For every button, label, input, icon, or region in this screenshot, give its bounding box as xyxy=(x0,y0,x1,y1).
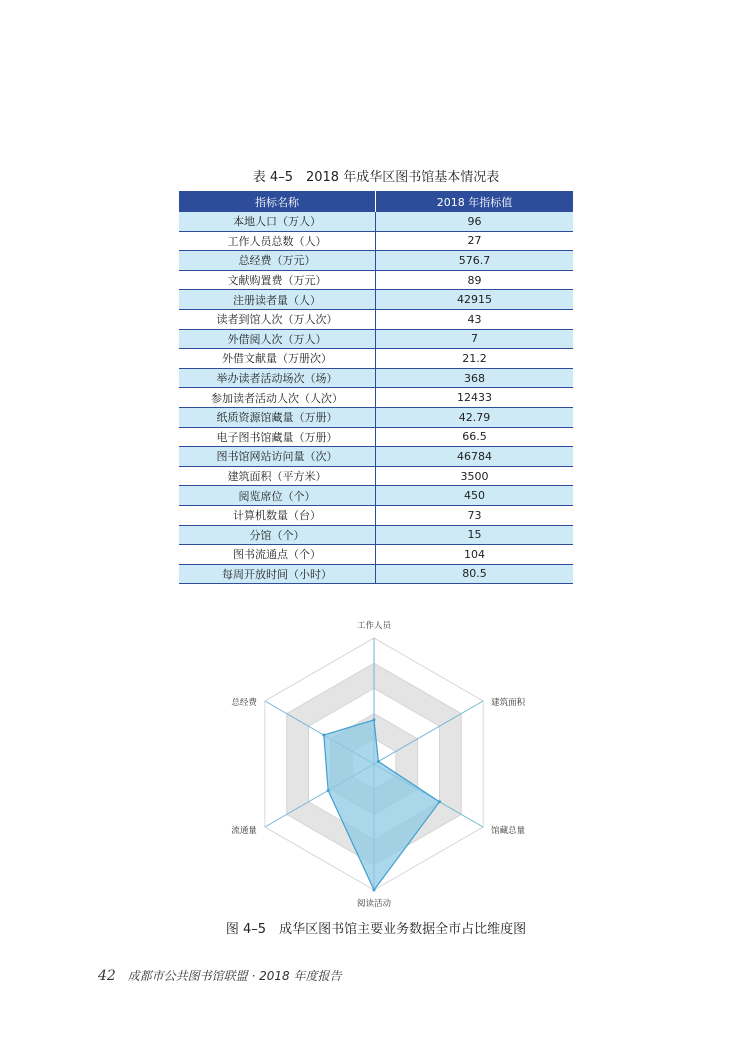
table-row xyxy=(179,349,573,369)
table-title: 表 4–5 2018 年成华区图书馆基本情况表 xyxy=(252,170,500,185)
indicator-value-cell: 66.5 xyxy=(376,427,574,447)
table-row xyxy=(179,564,573,584)
indicator-value-cell: 15 xyxy=(376,525,574,545)
indicator-name-cell: 纸质资源馆藏量（万册） xyxy=(179,407,376,427)
radar-data-point xyxy=(373,718,376,721)
table-row xyxy=(179,447,573,467)
radar-axis-label: 阅读活动 xyxy=(356,899,392,908)
indicator-name-cell: 总经费（万元） xyxy=(179,251,376,271)
table-row xyxy=(179,270,573,290)
indicator-value-cell: 576.7 xyxy=(376,251,574,271)
radar-axis-label: 流通量 xyxy=(231,826,257,836)
indicator-value-cell: 89 xyxy=(376,270,574,290)
indicator-name-cell: 工作人员总数（人） xyxy=(179,231,376,251)
table-row xyxy=(179,407,573,427)
table-row xyxy=(179,251,573,271)
table-row xyxy=(179,231,573,251)
indicator-name-cell: 电子图书馆藏量（万册） xyxy=(179,427,376,447)
indicator-value-cell: 96 xyxy=(376,212,574,231)
radar-axis-label: 馆藏总量 xyxy=(491,826,526,836)
indicator-value-cell: 450 xyxy=(376,486,574,506)
page-number: 42 xyxy=(98,968,116,984)
indicator-value-cell: 46784 xyxy=(376,447,574,467)
indicator-value-cell: 104 xyxy=(376,545,574,565)
radar-chart xyxy=(200,618,552,908)
indicator-value-cell: 368 xyxy=(376,368,574,388)
table-row xyxy=(179,486,573,506)
indicator-value-cell: 43 xyxy=(376,309,574,329)
radar-data-point xyxy=(327,789,330,792)
indicator-name-cell: 计算机数量（台） xyxy=(179,505,376,525)
table-row xyxy=(179,388,573,408)
table-row xyxy=(179,368,573,388)
indicator-value-cell: 7 xyxy=(376,329,574,349)
indicator-name-cell: 参加读者活动人次（人次） xyxy=(179,388,376,408)
indicator-name-cell: 外借阅人次（万人） xyxy=(179,329,376,349)
header-indicator-name: 指标名称 xyxy=(179,191,376,212)
figure-caption: 图 4–5 成华区图书馆主要业务数据全市占比维度图 xyxy=(225,922,527,937)
indicator-value-cell: 42915 xyxy=(376,290,574,310)
table-header-row xyxy=(179,191,573,212)
table-row xyxy=(179,545,573,565)
indicator-value-cell: 73 xyxy=(376,505,574,525)
indicator-name-cell: 图书馆网站访问量（次） xyxy=(179,447,376,467)
indicator-value-cell: 80.5 xyxy=(376,564,574,584)
indicator-name-cell: 举办读者活动场次（场） xyxy=(179,368,376,388)
indicator-name-cell: 图书流通点（个） xyxy=(179,545,376,565)
page-footer xyxy=(98,967,341,984)
radar-data-point xyxy=(373,889,376,892)
indicator-name-cell: 阅览席位（个） xyxy=(179,486,376,506)
radar-axis-label: 工作人员 xyxy=(356,621,392,631)
table-row xyxy=(179,290,573,310)
indicator-value-cell: 42.79 xyxy=(376,407,574,427)
indicator-name-cell: 读者到馆人次（万人次） xyxy=(179,309,376,329)
table-row xyxy=(179,466,573,486)
header-indicator-value: 2018 年指标值 xyxy=(376,191,574,212)
table-row xyxy=(179,212,573,231)
table-row xyxy=(179,427,573,447)
indicator-name-cell: 文献购置费（万元） xyxy=(179,270,376,290)
table-row xyxy=(179,505,573,525)
indicator-value-cell: 27 xyxy=(376,231,574,251)
stats-table xyxy=(179,191,573,584)
indicator-name-cell: 外借文献量（万册次） xyxy=(179,349,376,369)
radar-axis-label: 总经费 xyxy=(231,698,257,708)
indicator-name-cell: 注册读者量（人） xyxy=(179,290,376,310)
radar-data-point xyxy=(322,734,325,737)
radar-axis-label: 建筑面积 xyxy=(491,698,526,708)
indicator-value-cell: 21.2 xyxy=(376,349,574,369)
indicator-value-cell: 3500 xyxy=(376,466,574,486)
indicator-name-cell: 分馆（个） xyxy=(179,525,376,545)
indicator-value-cell: 12433 xyxy=(376,388,574,408)
table-row xyxy=(179,525,573,545)
indicator-name-cell: 本地人口（万人） xyxy=(179,212,376,231)
table-row xyxy=(179,309,573,329)
report-name: 成都市公共图书馆联盟 · 2018 年度报告 xyxy=(127,969,342,983)
table-row xyxy=(179,329,573,349)
indicator-name-cell: 每周开放时间（小时） xyxy=(179,564,376,584)
indicator-name-cell: 建筑面积（平方米） xyxy=(179,466,376,486)
radar-data-point xyxy=(377,760,380,763)
radar-data-point xyxy=(438,800,441,803)
